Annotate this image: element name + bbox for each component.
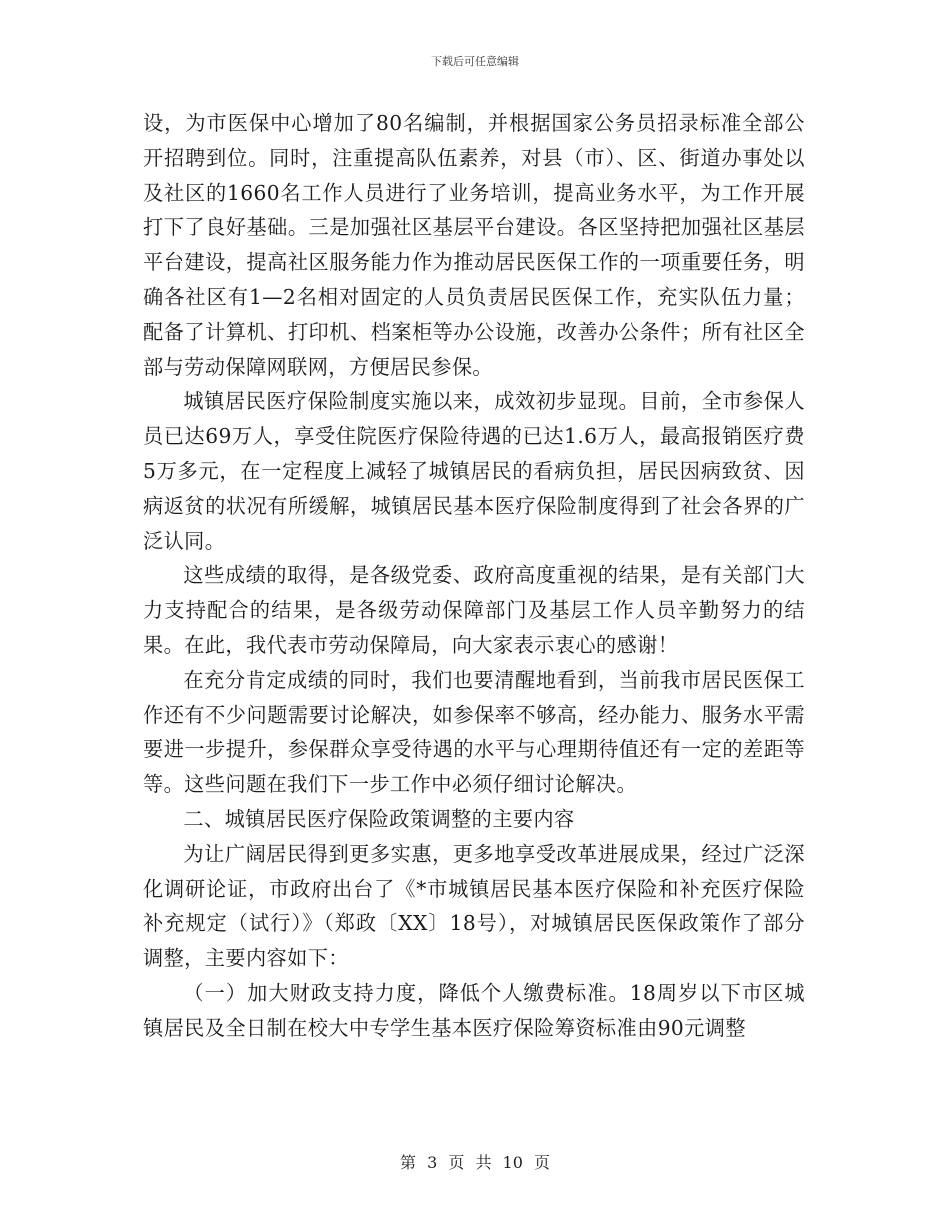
paragraph-3: 这些成绩的取得，是各级党委、政府高度重视的结果，是有关部门大力支持配合的结果，是各级劳动保障部门及基层工作人员辛勤努力的结果。在此，我代表市劳动保障局，向大家表示衷心的感谢！ bbox=[143, 563, 805, 657]
paragraph-4: 在充分肯定成绩的同时，我们也要清醒地看到，当前我市居民医保工作还有不少问题需要讨论解决，如参保率不够高，经办能力、服务水平需要进一步提升，参保群众享受待遇的水平与心理期待值还有一定的差距等等。这些问题在我们下一步工作中必须仔细讨论解决。 bbox=[143, 667, 805, 797]
paragraph-1: 设，为市医保中心增加了80名编制，并根据国家公务员招录标准全部公开招聘到位。同时，注重提高队伍素养，对县（市）、区、街道办事处以及社区的1660名工作人员进行了业务培训，提高业务水平，为工作开展打下了良好基础。三是加强社区基层平台建设。各区坚持把加强社区基层平台建设，提高社区服务能力作为推动居民医保工作的一项重要任务，明确各社区有1—2名相对固定的人员负责居民医保工作，充实队伍力量；配备了计算机、打印机、档案柜等办公设施，改善办公条件；所有社区全部与劳动保障网联网，方便居民参保。 bbox=[143, 111, 805, 379]
paragraph-5: 为让广阔居民得到更多实惠，更多地享受改革进展成果，经过广泛深化调研论证，市政府出台了《*市城镇居民基本医疗保险和补充医疗保险补充规定（试行）》（郑政〔XX〕18号），对城镇居民医保政策作了部分调整，主要内容如下： bbox=[143, 841, 805, 971]
paragraph-6: （一）加大财政支持力度，降低个人缴费标准。18周岁以下市区城镇居民及全日制在校大中专学生基本医疗保险筹资标准由90元调整 bbox=[143, 980, 805, 1040]
page-footer: 第 3 页 共 10 页 bbox=[400, 1153, 550, 1172]
section-heading: 二、城镇居民医疗保险政策调整的主要内容 bbox=[183, 806, 575, 831]
document-body bbox=[143, 106, 805, 1046]
page-header: 下载后可任意编辑 bbox=[431, 55, 519, 68]
paragraph-2: 城镇居民医疗保险制度实施以来，成效初步显现。目前，全市参保人员已达69万人，享受住院医疗保险待遇的已达1.6万人，最高报销医疗费5万多元，在一定程度上减轻了城镇居民的看病负担，居民因病致贫、因病返贫的状况有所缓解，城镇居民基本医疗保险制度得到了社会各界的广泛认同。 bbox=[143, 389, 805, 553]
